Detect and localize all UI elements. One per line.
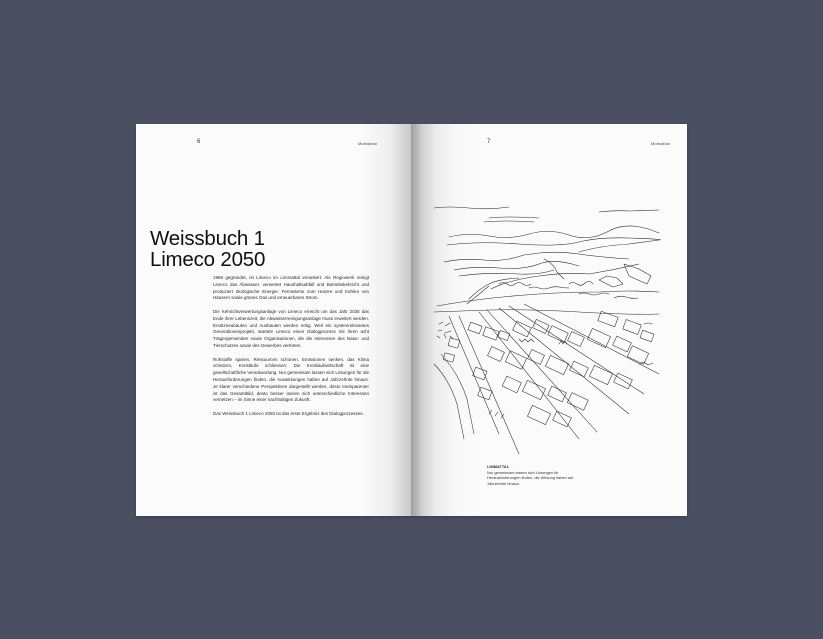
paragraph: 1969 gegründet, ist Limeco im Limmattal verankert. Als Regiowerk reinigt Limeco das Abwasser, verwertet Haushaltsabfall und Betriebskehricht und produziert ökologische Energie: Fernwärme zum Heizen und Kühlen von Häusern sowie grünes Gas und erneuerbaren Strom. <box>213 275 369 301</box>
page-title <box>150 228 265 270</box>
page-number-left: 6 <box>197 139 201 145</box>
title-line-1: Weissbuch 1 <box>150 227 265 250</box>
paragraph: Die Kehrichtverwertungsanlage von Limeco erreicht um das Jahr 2035 das Ende ihrer Lebenszeit, die Abwasserreinigungsanlage muss erweitert werden. Ersatzneubauten und Ausbauten werden nötig. Weil ein systemrelevantes Generationenprojekt, startete Limeco einen Dialogprozess mit ihren acht Trägergemeinden sowie Organisationen, die die Interessen des Natur- und Tierschutzes sowie des Gewerbes vertreten. <box>213 308 369 348</box>
right-page <box>411 124 687 516</box>
body-text <box>213 275 369 425</box>
paragraph: Das Weissbuch 1 Limeco 2050 ist das erste Ergebnis des Dialogprozesses. <box>213 410 364 416</box>
caption-title: LIMMATTAL <box>487 464 510 469</box>
title-line-2: Limeco 2050 <box>150 248 266 271</box>
aerial-city-illustration <box>429 204 664 459</box>
paragraph: Rohstoffe sparen, Ressourcen schonen, Emissionen senken, das Klima schützen, Kreisläufe schliessen: Die Kreislaufwirtschaft ist eine gesellschaftliche Verantwortung. Nur gemeinsam lassen sich Lösungen für die Herausforderungen finden, die Auswirkungen haben auf Jahrzehnte hinaus. Je klarer verschiedene Perspektiven dargestellt werden, desto transparenter ist das Gesamtbild, desto besser lassen sich unterschiedliche Interessen vernetzen – im Sinne einer nachhaltigen Zukunft. <box>213 356 369 403</box>
left-page <box>136 124 411 516</box>
running-head-left: Motivation <box>358 141 378 146</box>
brochure-spread <box>136 124 687 516</box>
caption-text: Nur gemeinsam lassen sich Lösungen für Herausforderungen finden, die Wirkung haben auf Jahrzehnte hinaus. <box>487 469 574 486</box>
page-number-right: 7 <box>487 139 491 145</box>
running-head-right: Motivation <box>651 141 671 146</box>
illustration-caption <box>487 464 587 486</box>
